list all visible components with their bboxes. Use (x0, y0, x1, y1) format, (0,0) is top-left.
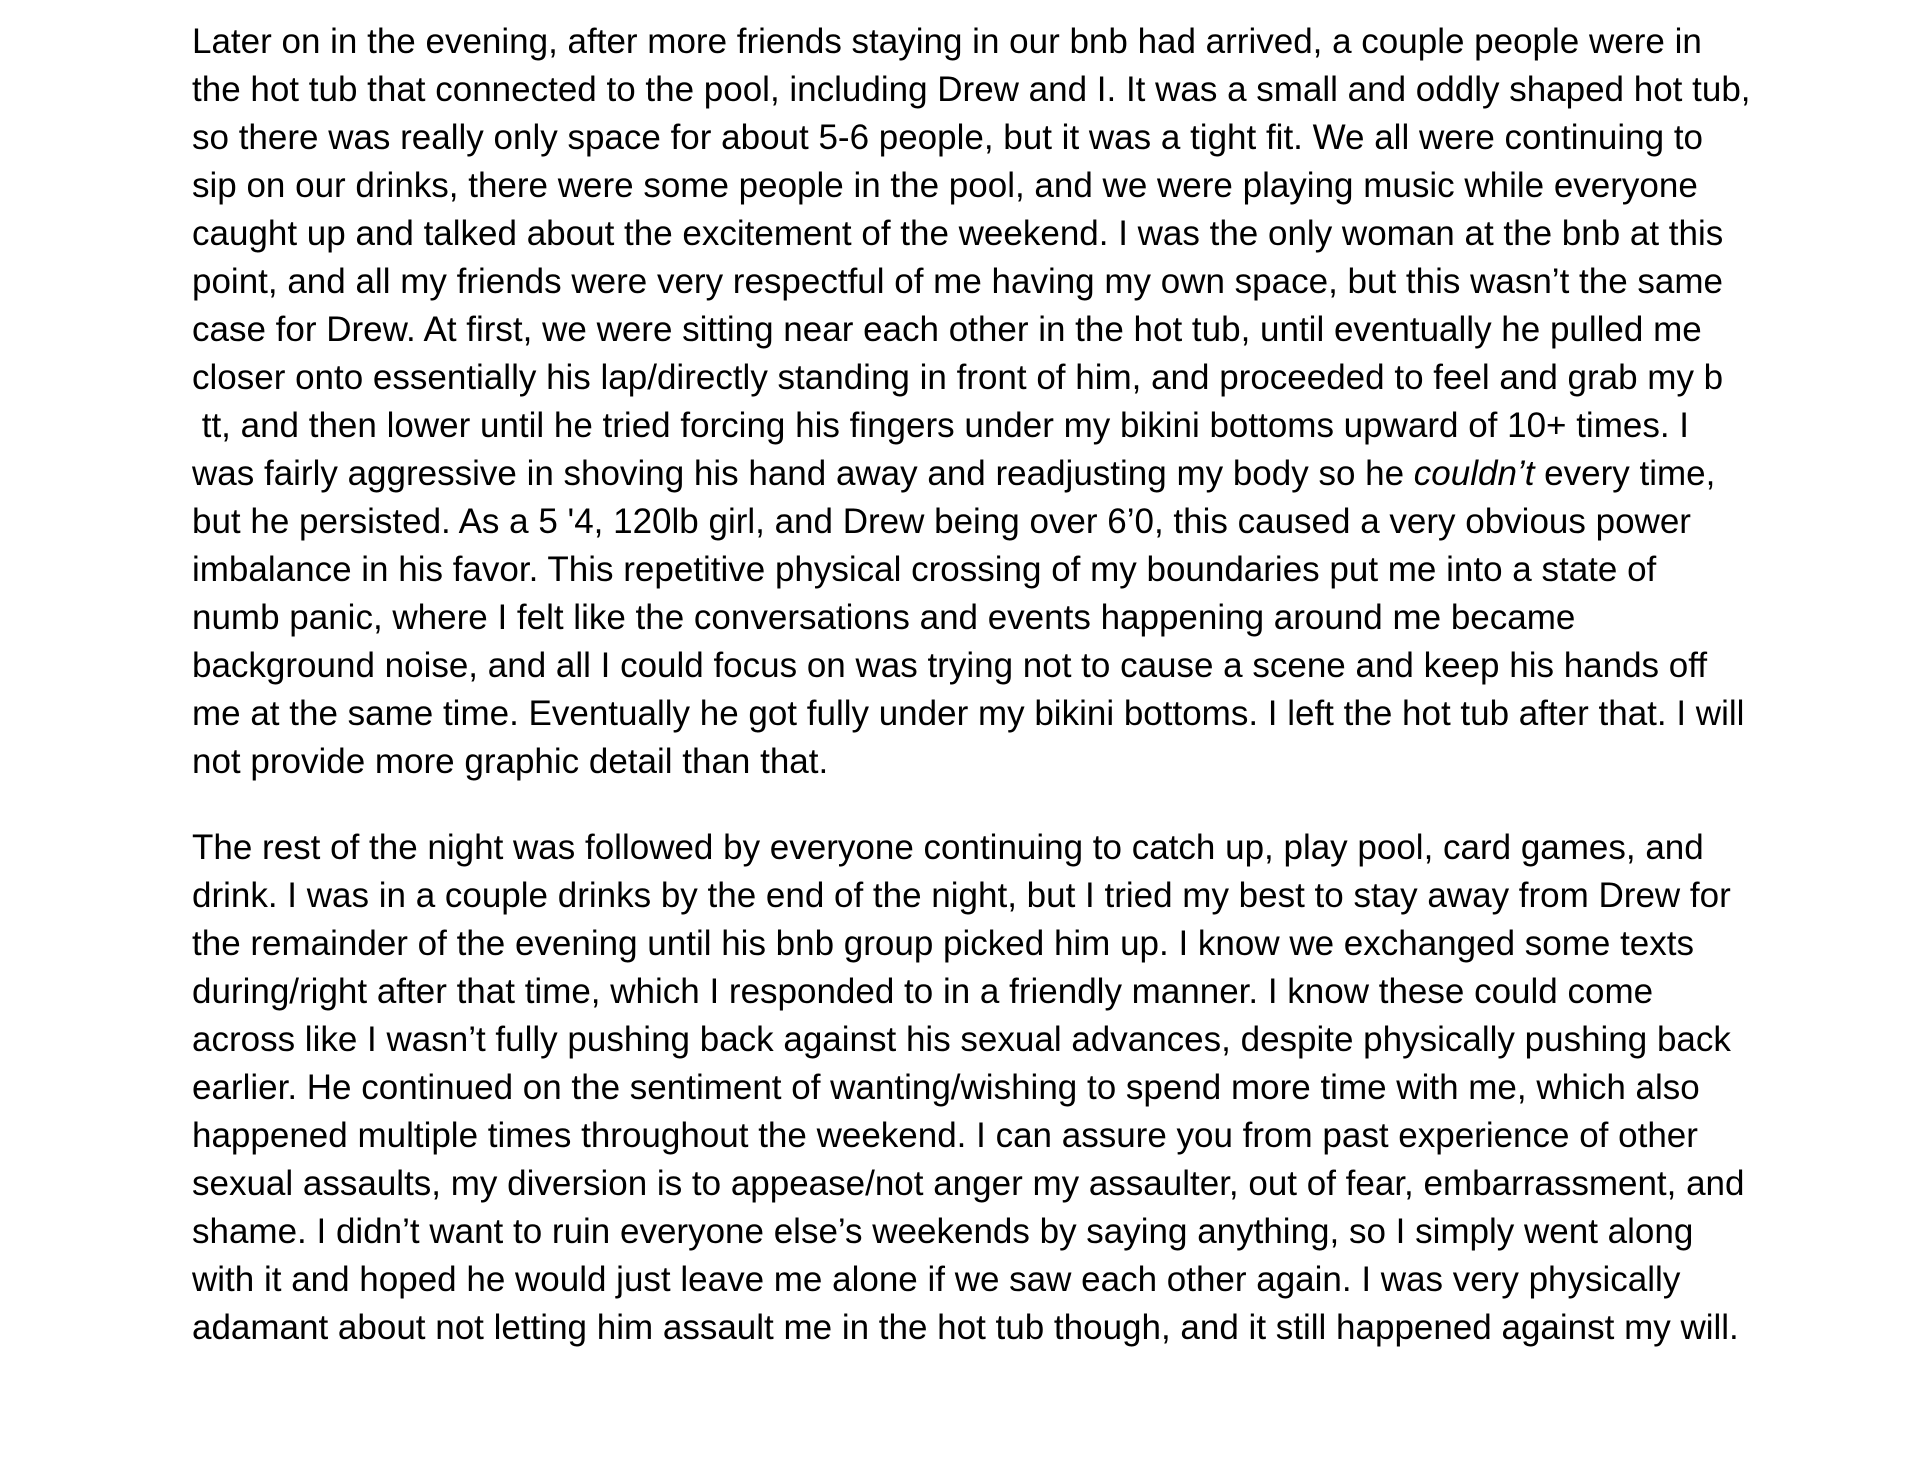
paragraph-rest-of-night: The rest of the night was followed by everyone continuing to catch up, play pool, card games, and drink. I was in a couple drinks by the end of the night, but I tried my best to stay away from Drew for the remainder of the evening until his bnb group picked him up. I know we exchanged some texts during/right after that time, which I responded to in a friendly manner. I know these could come across like I wasn’t fully pushing back against his sexual advances, despite physically pushing back earlier. He continued on the sentiment of wanting/wishing to spend more time with me, which also happened multiple times throughout the weekend. I can assure you from past experience of other sexual assaults, my diversion is to appease/not anger my assaulter, out of fear, embarrassment, and shame. I didn’t want to ruin everyone else’s weekends by saying anything, so I simply went along with it and hoped he would just leave me alone if we saw each other again. I was very physically adamant about not letting him assault me in the hot tub though, and it still happened against my will. (192, 828, 1745, 1347)
paragraph-hot-tub-incident (192, 18, 1752, 786)
paragraph-1-text-before-emphasis: Later on in the evening, after more friends staying in our bnb had arrived, a couple people were in the hot tub that connected to the pool, including Drew and I. It was a small and oddly shaped hot tub, so there was really only space for about 5-6 people, but it was a tight fit. We all were continuing to sip on our drinks, there were some people in the pool, and we were playing music while everyone caught up and talked about the excitement of the weekend. I was the only woman at the bnb at this point, and all my friends were very respectful of me having my own space, but this wasn’t the same case for Drew. At first, we were sitting near each other in the hot tub, until eventually he pulled me closer onto essentially his lap/directly standing in front of him, and proceeded to feel and grab my b tt, and then lower until he tried forcing his fingers under my bikini bottoms upward of 10+ times. I was fairly aggressive in shoving his hand away and readjusting my body so he (192, 22, 1751, 493)
document-page (192, 18, 1752, 1352)
paragraph-1-text-after-emphasis: every time, but he persisted. As a 5 '4, 120lb girl, and Drew being over 6’0, this caused a very obvious power imbalance in his favor. This repetitive physical crossing of my boundaries put me into a state of numb panic, where I felt like the conversations and events happening around me became background noise, and all I could focus on was trying not to cause a scene and keep his hands off me at the same time. Eventually he got fully under my bikini bottoms. I left the hot tub after that. I will not provide more graphic detail than that. (192, 454, 1745, 781)
paragraph-1-emphasized-word: couldn’t (1413, 454, 1535, 493)
